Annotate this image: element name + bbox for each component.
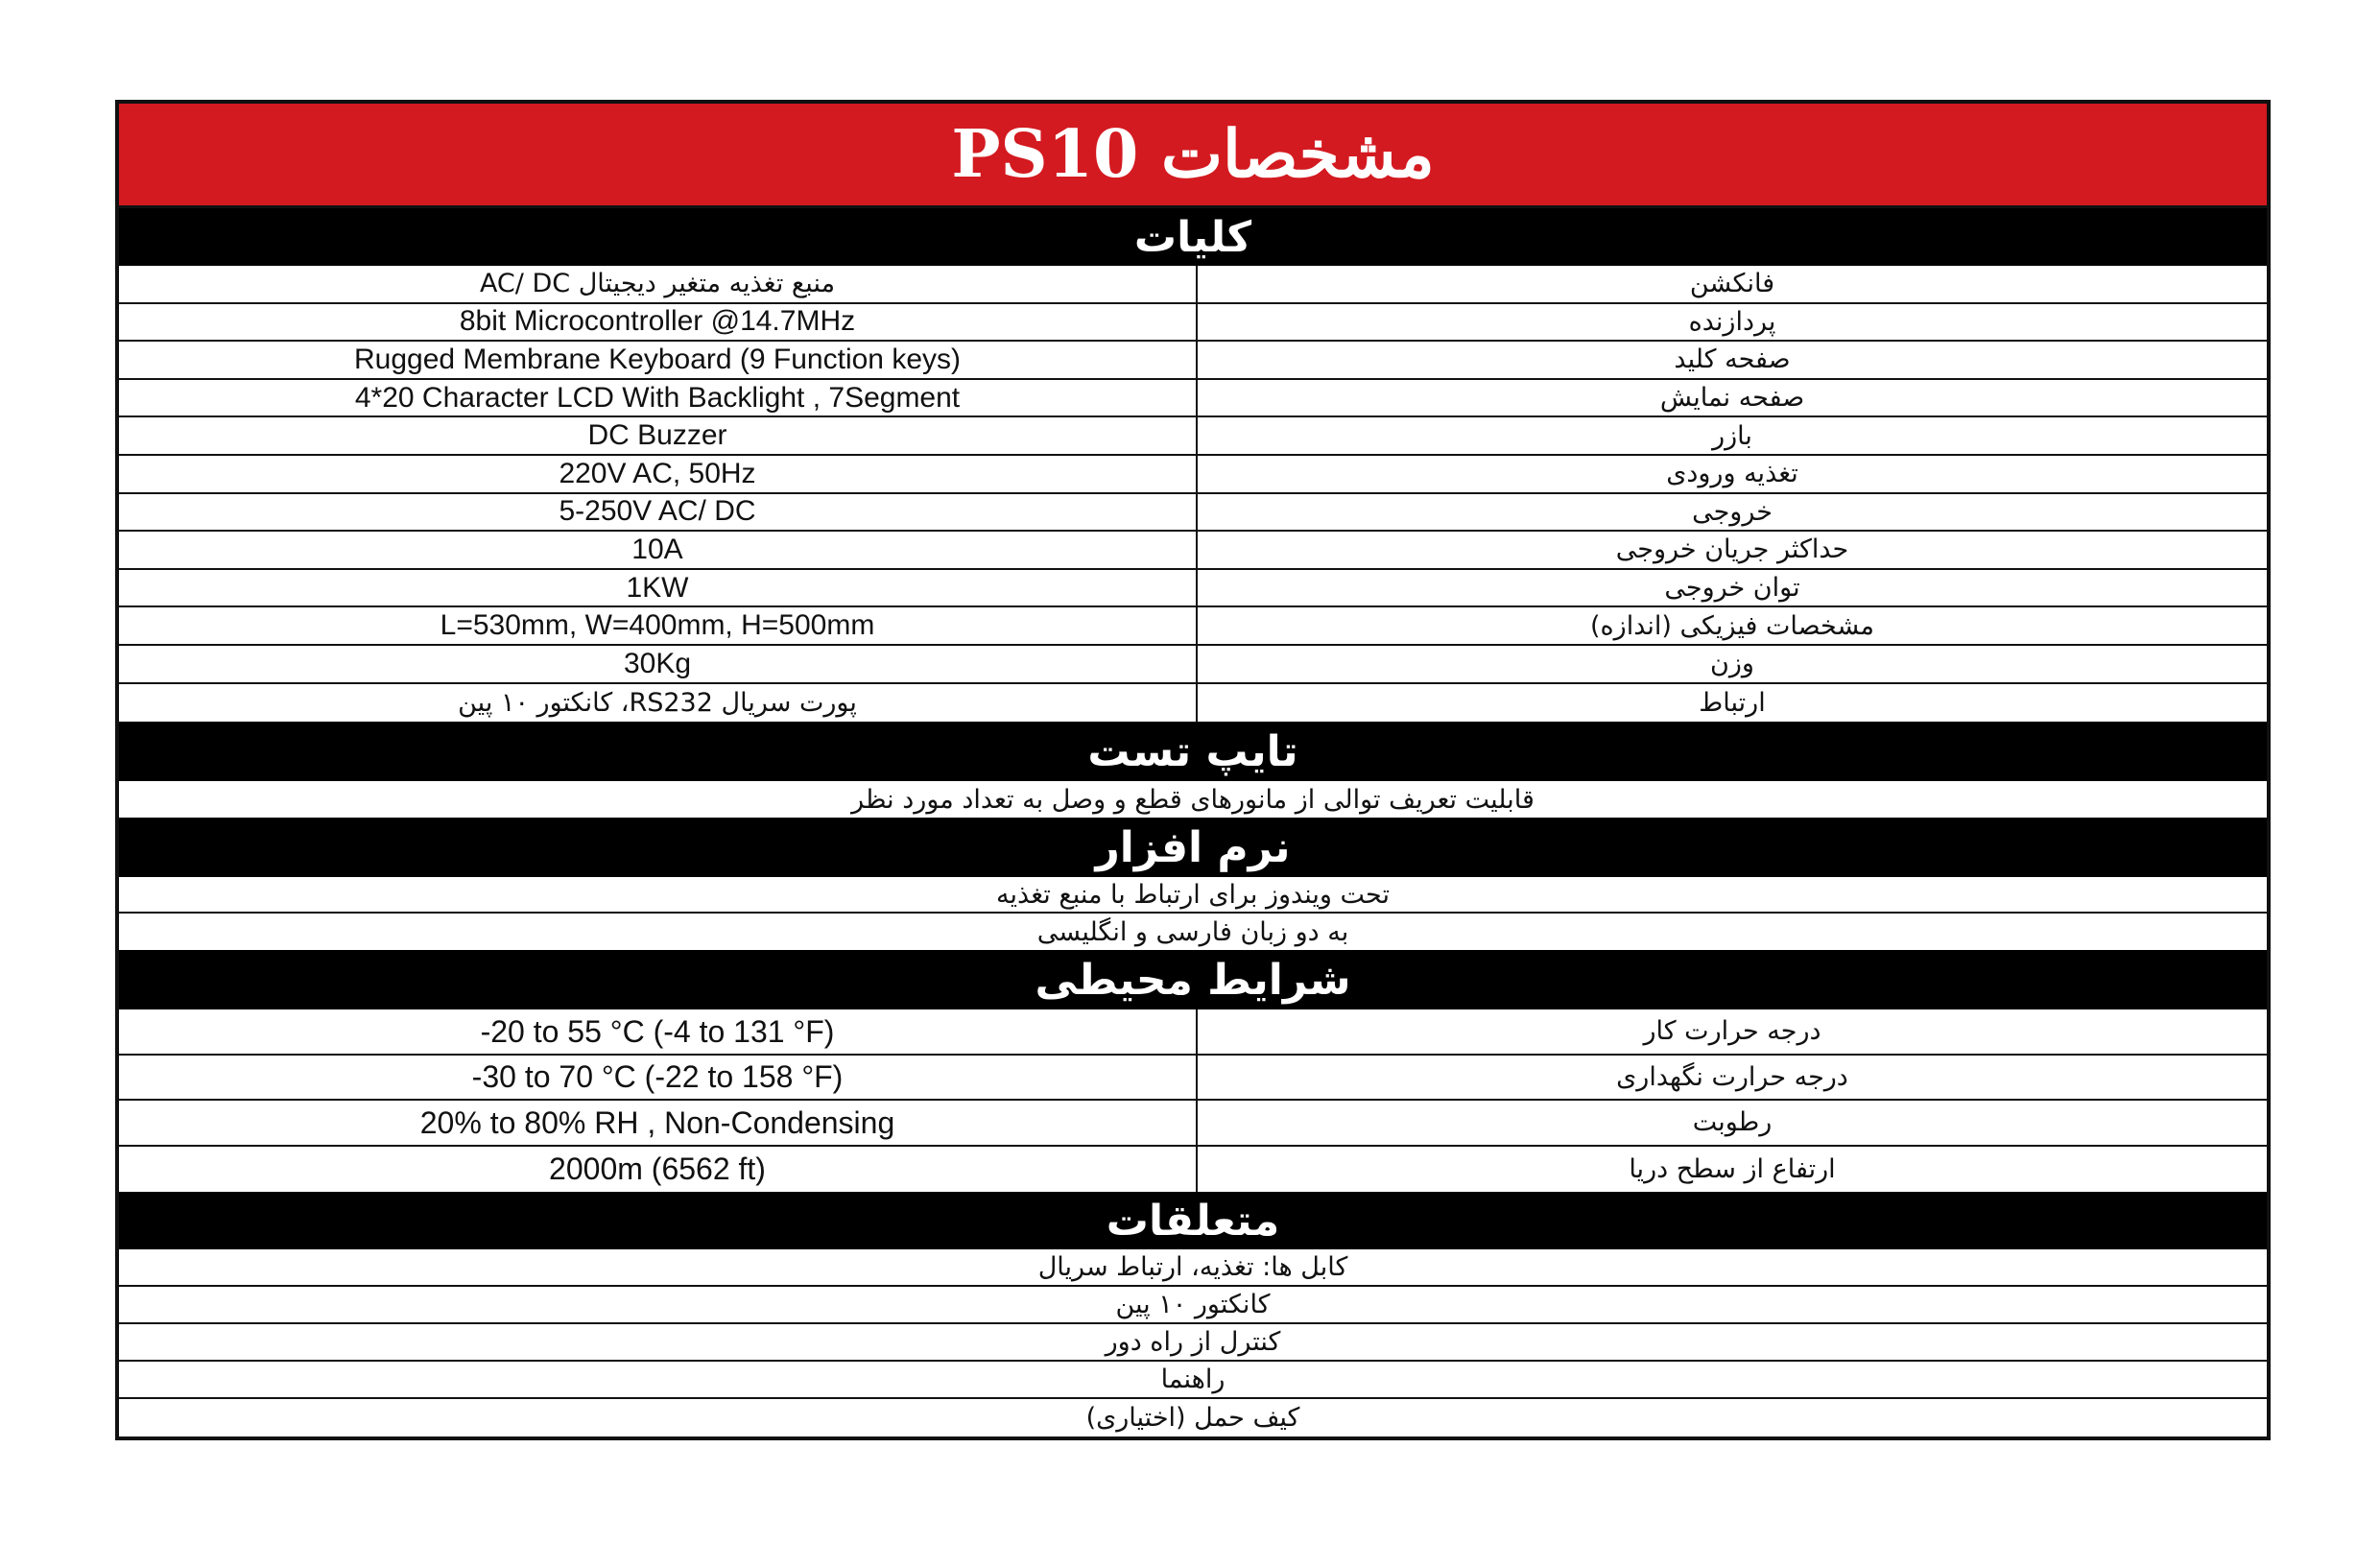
table-row-buzzer (119, 417, 2267, 456)
table-row-weight (119, 646, 2267, 684)
label-output: خروجی (1196, 494, 2267, 531)
value-max-current: 10A (631, 533, 683, 565)
value-display: 4*20 Character LCD With Backlight , 7Segment (354, 381, 961, 414)
accessory-text: کنترل از راه دور (1105, 1327, 1281, 1358)
label-processor: پردازنده (1196, 304, 2267, 341)
table-row-input-power (119, 456, 2267, 494)
list-item (119, 1362, 2267, 1399)
table-row-storage-temp (119, 1056, 2267, 1102)
label-input-power: تغذیه ورودی (1196, 456, 2267, 492)
environment-table (119, 1009, 2267, 1192)
table-row-operating-temp (119, 1009, 2267, 1056)
test-type-list (119, 781, 2267, 818)
label-function: فانکشن (1196, 266, 2267, 302)
value-humidity: 20% to 80% RH , Non-Condensing (419, 1104, 895, 1140)
value-operating-temp: -20 to 55 °C (-4 to 131 °F) (480, 1013, 835, 1049)
general-table (119, 266, 2267, 722)
list-item (119, 1399, 2267, 1436)
table-row-output (119, 494, 2267, 533)
list-item (119, 914, 2267, 950)
table-row-function (119, 266, 2267, 304)
value-storage-temp: -30 to 70 °C (-22 to 158 °F) (471, 1059, 844, 1095)
table-row-max-current (119, 532, 2267, 570)
table-row-dimensions (119, 607, 2267, 646)
table-row-communication (119, 684, 2267, 723)
section-heading-software: نرم افزار (119, 818, 2267, 877)
table-row-processor (119, 304, 2267, 343)
table-row-humidity (119, 1101, 2267, 1147)
table-row-altitude (119, 1147, 2267, 1193)
value-buzzer: DC Buzzer (587, 419, 727, 452)
section-heading-general: کلیات (119, 208, 2267, 266)
value-communication: پورت سریال RS232، کانکتور ۱۰ پین (458, 687, 857, 718)
accessory-text: کانکتور ۱۰ پین (1115, 1290, 1271, 1320)
section-heading-accessories: متعلقات (119, 1192, 2267, 1249)
table-row-display (119, 380, 2267, 418)
label-operating-temp: درجه حرارت کار (1196, 1009, 2267, 1054)
list-item (119, 1287, 2267, 1324)
value-keyboard: Rugged Membrane Keyboard (9 Function keys) (354, 343, 961, 375)
label-buzzer: بازر (1196, 417, 2267, 454)
value-function: منبع تغذیه متغیر دیجیتال AC/ DC (479, 269, 836, 299)
section-heading-environment: شرایط محیطی (119, 950, 2267, 1009)
software-list (119, 877, 2267, 950)
table-row-keyboard (119, 342, 2267, 380)
table-row-output-power (119, 570, 2267, 608)
list-item (119, 1249, 2267, 1287)
label-dimensions: مشخصات فیزیکی (اندازه) (1196, 607, 2267, 644)
value-dimensions: L=530mm, W=400mm, H=500mm (440, 609, 875, 642)
list-item (119, 1324, 2267, 1362)
label-altitude: ارتفاع از سطح دریا (1196, 1147, 2267, 1193)
value-output: 5-250V AC/ DC (559, 495, 756, 528)
accessory-text: کیف حمل (اختیاری) (1085, 1403, 1300, 1434)
software-text: تحت ویندوز برای ارتباط با منبع تغذیه (996, 879, 1390, 910)
value-altitude: 2000m (6562 ft) (549, 1152, 766, 1187)
section-heading-test-type: تایپ تست (119, 722, 2267, 781)
label-keyboard: صفحه کلید (1196, 342, 2267, 378)
label-communication: ارتباط (1196, 684, 2267, 723)
value-output-power: 1KW (626, 571, 689, 604)
list-item (119, 877, 2267, 914)
label-max-current: حداکثر جریان خروجی (1196, 532, 2267, 568)
sheet-title: مشخصات PS10 (119, 104, 2267, 208)
value-processor: 8bit Microcontroller @14.7MHz (459, 305, 856, 338)
software-text: به دو زبان فارسی و انگلیسی (1036, 916, 1349, 947)
label-storage-temp: درجه حرارت نگهداری (1196, 1056, 2267, 1100)
spec-sheet (115, 100, 2271, 1440)
accessory-text: راهنما (1160, 1365, 1226, 1395)
test-type-text: قابلیت تعریف توالی از مانورهای قطع و وصل به تعداد مورد نظر (851, 784, 1535, 815)
accessory-text: کابل ها: تغذیه، ارتباط سریال (1037, 1252, 1348, 1283)
accessories-list (119, 1249, 2267, 1436)
value-weight: 30Kg (623, 647, 692, 679)
label-display: صفحه نمایش (1196, 380, 2267, 416)
list-item (119, 781, 2267, 818)
label-humidity: رطوبت (1196, 1101, 2267, 1145)
label-weight: وزن (1196, 646, 2267, 682)
value-input-power: 220V AC, 50Hz (559, 457, 756, 489)
label-output-power: توان خروجی (1196, 570, 2267, 606)
